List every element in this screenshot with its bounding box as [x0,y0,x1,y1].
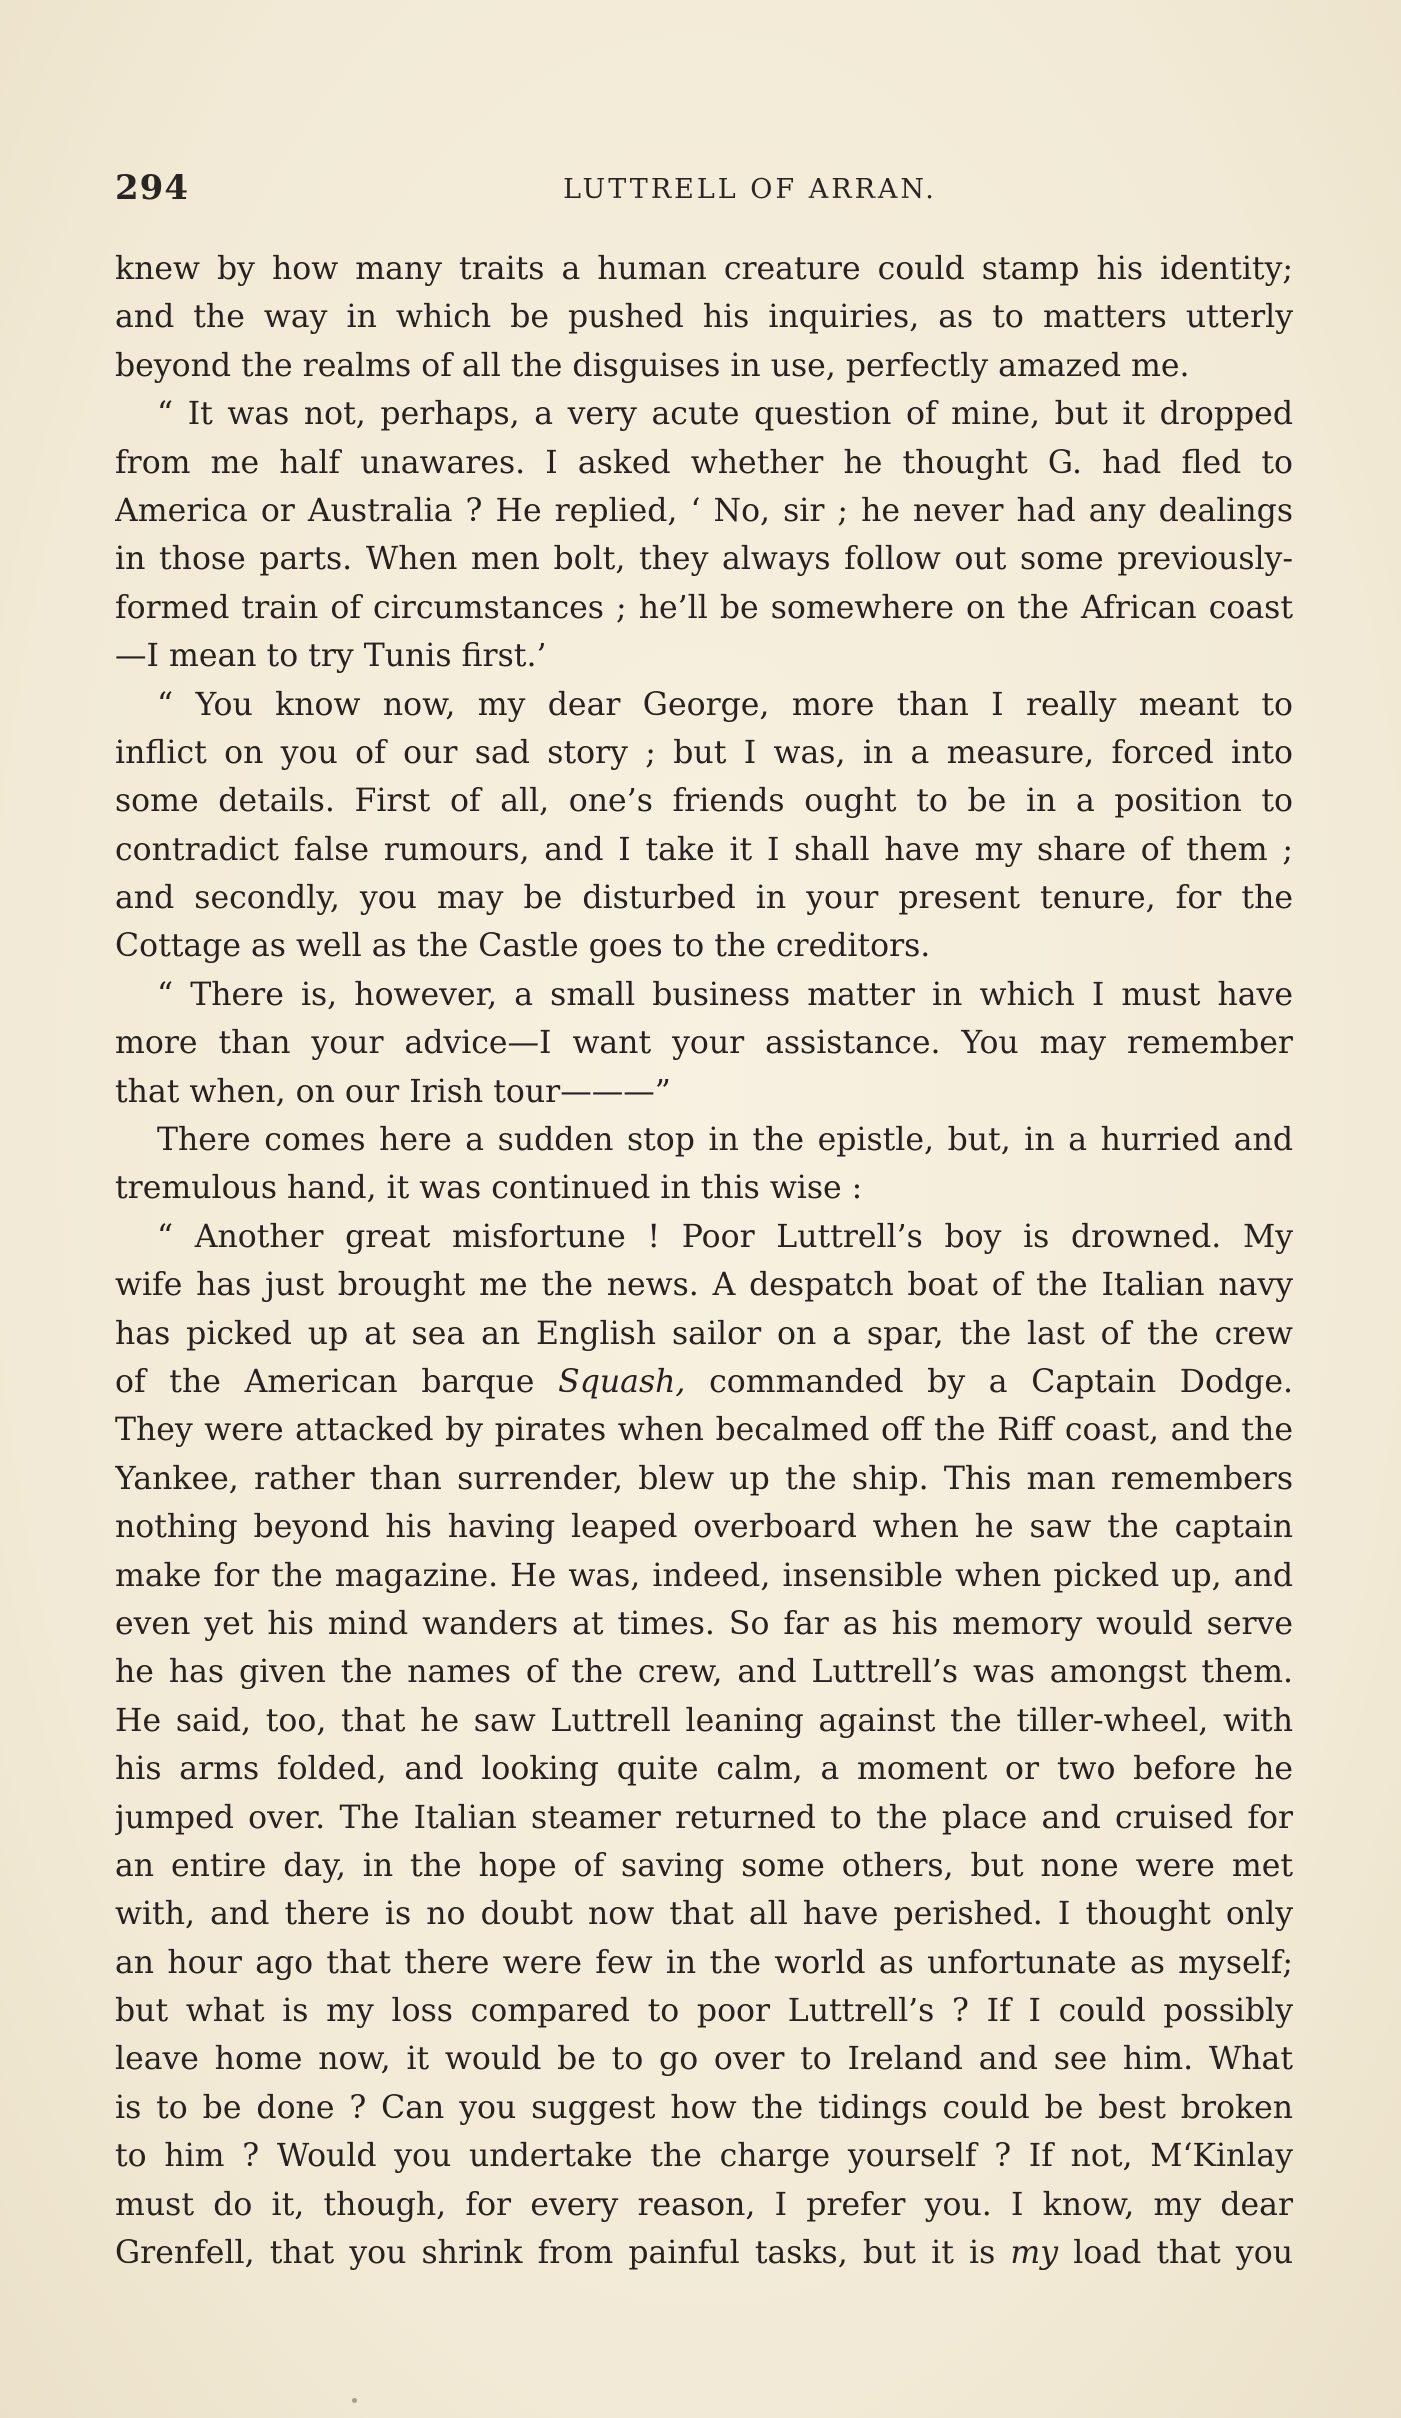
text-line: wife has just brought me the news. A despatch boat of the Italian navy [115,1267,1293,1304]
text-line: tremulous hand, it was continued in this wise : [115,1170,863,1207]
text-line: “ You know now, my dear George, more than I really meant to [157,686,1293,723]
text-line: make for the magazine. He was, indeed, insensible when picked up, and [115,1557,1293,1594]
text-line-segment: Grenfell, that you shrink from painful tasks, but it is [115,2235,1011,2272]
text-line: from me half unawares. I asked whether he thought G. had fled to [115,444,1293,481]
text-line: leave home now, it would be to go over to Ireland and see him. What [115,2041,1293,2078]
text-line: is to be done ? Can you suggest how the tidings could be best broken [115,2089,1293,2126]
text-line-segment: of the American barque [115,1363,559,1400]
text-line: in those parts. When men bolt, they always follow out some previously- [115,541,1293,578]
text-line: contradict false rumours, and I take it I shall have my share of them ; [115,831,1293,868]
text-line: that when, on our Irish tour———” [115,1073,671,1110]
text-line: They were attacked by pirates when becalmed off the Riff coast, and the [115,1412,1293,1449]
text-line: has picked up at sea an English sailor on a spar, the last of the crew [115,1315,1293,1352]
text-line [115,2229,1293,2277]
text-line: and secondly, you may be disturbed in your present tenure, for the [115,880,1293,917]
running-title: LUTTRELL OF ARRAN. [563,174,937,205]
text-line: Yankee, rather than surrender, blew up the ship. This man remembers [115,1460,1293,1497]
text-line: knew by how many traits a human creature could stamp his identity; [115,251,1293,287]
text-line: an entire day, in the hope of saving some others, but none were met [115,1847,1293,1884]
text-line: but what is my loss compared to poor Luttrell’s ? If I could possibly [115,1993,1293,2030]
text-line: with, and there is no doubt now that all have perished. I thought only [115,1896,1293,1933]
text-line: must do it, though, for every reason, I prefer you. I know, my dear [115,2186,1293,2223]
text-line: even yet his mind wanders at times. So far as his memory would serve [115,1605,1293,1642]
text-line: nothing beyond his having leaped overboard when he saw the captain [115,1509,1293,1546]
text-line: —I mean to try Tunis first.’ [115,638,547,675]
text-line-segment: commanded by a Captain Dodge. [685,1363,1293,1400]
text-line: beyond the realms of all the disguises in use, perfectly amazed me. [115,347,1190,384]
text-line: to him ? Would you undertake the charge yourself ? If not, M‘Kinlay [115,2138,1293,2175]
text-line: America or Australia ? He replied, ‘ No, sir ; he never had any dealings [115,492,1293,529]
text-line: “ Another great misfortune ! Poor Luttrell’s boy is drowned. My [157,1218,1293,1255]
page-number: 294 [115,168,189,208]
body-text [115,245,1293,2277]
text-line: his arms folded, and looking quite calm, a moment or two before he [115,1751,1293,1788]
text-line-segment: load that you [1058,2235,1293,2272]
text-line: There comes here a sudden stop in the epistle, but, in a hurried and [157,1122,1293,1159]
text-line: formed train of circumstances ; he’ll be somewhere on the African coast [115,589,1293,626]
text-line: jumped over. The Italian steamer returned to the place and cruised for [115,1799,1293,1836]
text-line: some details. First of all, one’s friends ought to be in a position to [115,783,1293,820]
text-line: an hour ago that there were few in the world as unfortunate as myself; [115,1944,1293,1981]
text-line: inflict on you of our sad story ; but I was, in a measure, forced into [115,734,1293,771]
page-header [115,168,1295,218]
paper-speck [352,2398,357,2403]
text-line: “ It was not, perhaps, a very acute question of mine, but it dropped [157,396,1293,433]
text-line: more than your advice—I want your assistance. You may remember [115,1025,1293,1062]
text-line: Cottage as well as the Castle goes to the creditors. [115,928,931,965]
italic-word: my [1010,2235,1059,2272]
text-line: he has given the names of the crew, and Luttrell’s was amongst them. [115,1654,1293,1691]
text-line: “ There is, however, a small business matter in which I must have [157,976,1293,1013]
text-line: He said, too, that he saw Luttrell leaning against the tiller-wheel, with [115,1702,1293,1739]
text-line [115,1358,1293,1406]
text-line: and the way in which be pushed his inquiries, as to matters utterly [115,299,1293,336]
italic-word: Squash, [558,1363,686,1400]
